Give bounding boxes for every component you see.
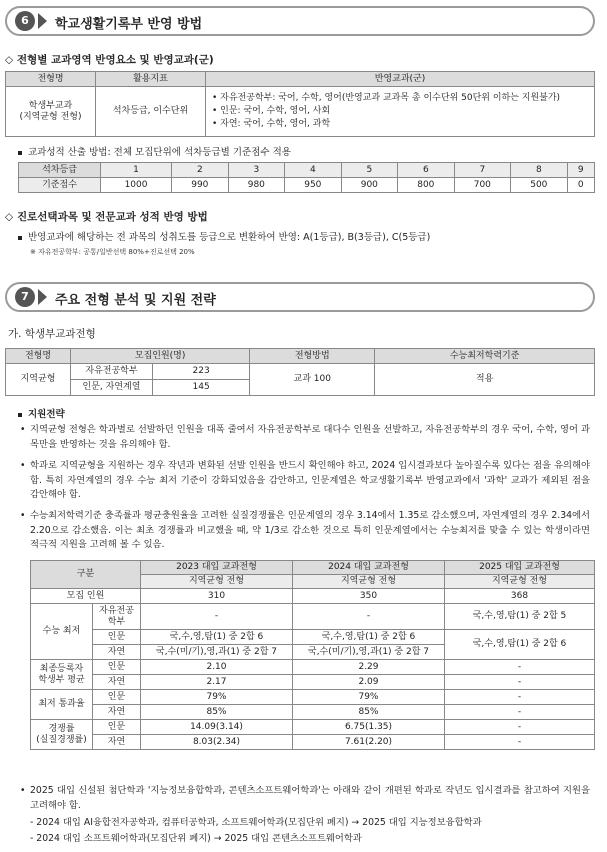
type-header: 지역균형 전형	[141, 575, 293, 589]
strategy-paragraph: • 지역균형 전형은 학과별로 선발하던 인원을 대폭 줄여서 자유전공학부로 대다수 인원을 선발하고, 자유전공학부의 경우 국어, 수학, 영어 과목만을 반영하는 것을 유의해야 함.	[20, 424, 590, 450]
section-number: 6	[15, 11, 35, 31]
table-cell: 7.61(2.20)	[293, 735, 445, 750]
square-bullet-icon	[18, 151, 22, 155]
table-cell: 310	[141, 589, 293, 604]
strategy-title: 지원전략	[18, 406, 65, 420]
sub-label: 자연	[93, 735, 141, 750]
table-cell: 6.75(1.35)	[293, 720, 445, 735]
row-label: 수능 최저	[31, 604, 93, 660]
footer-line: - 2024 대입 소프트웨어학과(모집단위 폐지) → 2025 대입 콘텐츠소프트웨어학과	[30, 833, 362, 844]
table-cell: 2.09	[293, 675, 445, 690]
table-cell: 85%	[141, 705, 293, 720]
section-title: 주요 전형 분석 및 지원 전략	[55, 293, 216, 308]
table-cell: -	[293, 604, 445, 630]
section-6-header	[5, 6, 595, 36]
table-cell: 석차등급, 이수단위	[96, 87, 206, 137]
career-method: 반영교과에 해당하는 전 과목의 성취도를 등급으로 변환하여 반영: A(1등급), B(3등급), C(5등급)	[18, 229, 430, 243]
row-header: 기준점수	[19, 178, 101, 193]
type-header: 지역균형 전형	[445, 575, 595, 589]
grade-cell: 8	[511, 163, 568, 178]
arrow-icon	[38, 289, 47, 305]
diamond-arrow-icon: ◇	[5, 211, 14, 223]
table-cell: 인문, 자연계열	[71, 380, 153, 396]
table-cell: 368	[445, 589, 595, 604]
sub-label: 인문	[93, 660, 141, 675]
table-cell: 85%	[293, 705, 445, 720]
sub-label: 자연	[93, 705, 141, 720]
score-cell: 990	[172, 178, 229, 193]
table-cell: 교과 100	[250, 364, 375, 396]
table-cell: 79%	[293, 690, 445, 705]
grade-cell: 1	[101, 163, 172, 178]
grade-method: 교과성적 산출 방법: 전체 모집단위에 석차등급별 기준점수 적용	[18, 144, 291, 158]
grade-cell: 5	[341, 163, 398, 178]
section-7-header	[5, 282, 595, 312]
arrow-icon	[38, 13, 47, 29]
grade-cell: 2	[172, 163, 229, 178]
table-cell: 8.03(2.34)	[141, 735, 293, 750]
header-cell: 구분	[31, 561, 141, 589]
table-cell: 국,수(미/기),영,과(1) 중 2합 7	[293, 645, 445, 660]
square-bullet-icon	[18, 236, 22, 240]
sub-label: 인문	[93, 630, 141, 645]
table-cell: -	[445, 720, 595, 735]
grade-cell: 7	[454, 163, 511, 178]
grade-cell: 6	[398, 163, 455, 178]
type-header: 지역균형 전형	[293, 575, 445, 589]
grade-cell: 9	[567, 163, 594, 178]
year-header: 2024 대입 교과전형	[293, 561, 445, 575]
footer-paragraph: • 2025 대입 신설된 첨단학과 '지능정보융합학과, 콘텐츠소프트웨어학과'는 아래와 같이 개편된 학과로 작년도 입시결과를 참고하여 지원을 고려해야 함.	[20, 785, 590, 811]
score-cell: 900	[341, 178, 398, 193]
score-cell: 950	[285, 178, 342, 193]
section-number: 7	[15, 287, 35, 307]
header-cell: 활용지표	[96, 72, 206, 87]
subheading-subjects: ◇ 전형별 교과영역 반영요소 및 반영교과(군)	[5, 54, 214, 66]
table-cell: 학생부교과 (지역균형 전형)	[6, 87, 96, 137]
header-cell: 전형명	[6, 349, 71, 364]
row-header: 석차등급	[19, 163, 101, 178]
grade-cell: 3	[228, 163, 285, 178]
row-label: 모집 인원	[31, 589, 141, 604]
subject-table	[5, 71, 595, 137]
table-cell: -	[445, 705, 595, 720]
score-cell: 800	[398, 178, 455, 193]
sub-label: 자유전공 학부	[93, 604, 141, 630]
table-cell: 2.29	[293, 660, 445, 675]
table-cell: -	[141, 604, 293, 630]
score-cell: 500	[511, 178, 568, 193]
sub-label: 자연	[93, 645, 141, 660]
sub-label: 인문	[93, 720, 141, 735]
header-cell: 전형명	[6, 72, 96, 87]
table-cell: 350	[293, 589, 445, 604]
header-cell: 반영교과(군)	[206, 72, 595, 87]
career-note: ※ 자유전공학부: 공통/일반선택 80%+진로선택 20%	[30, 248, 195, 256]
score-cell: 980	[228, 178, 285, 193]
footer-line: - 2024 대입 AI융합전자공학과, 컴퓨터공학과, 소프트웨어학과(모집단위 폐지) → 2025 대입 지능정보융합학과	[30, 817, 482, 828]
diamond-arrow-icon: ◇	[5, 54, 14, 66]
grade-cell: 4	[285, 163, 342, 178]
year-header: 2025 대입 교과전형	[445, 561, 595, 575]
table-cell: 자유전공학부	[71, 364, 153, 380]
subjects-cell: • 자유전공학부: 국어, 수학, 영어(반영교과 교과목 총 이수단위 50단위 이하는 지원불가) • 인문: 국어, 수학, 영어, 사회 • 자연: 국어, 수학, 영어, 과학	[206, 87, 595, 137]
grade-score-table	[18, 162, 595, 193]
table-cell: 223	[153, 364, 250, 380]
table-cell: 지역균형	[6, 364, 71, 396]
score-cell: 0	[567, 178, 594, 193]
score-cell: 700	[454, 178, 511, 193]
table-cell: 국,수(미/기),영,과(1) 중 2합 7	[141, 645, 293, 660]
square-bullet-icon	[18, 413, 22, 417]
header-cell: 수능최저학력기준	[375, 349, 595, 364]
subheading-career: ◇ 진로선택과목 및 전문교과 성적 반영 방법	[5, 211, 208, 223]
table-cell: 국,수,영,탐(1) 중 2합 6	[141, 630, 293, 645]
table-cell: 국,수,영,탐(1) 중 2합 5	[445, 604, 595, 630]
header-cell: 모집인원(명)	[71, 349, 250, 364]
table-cell: 79%	[141, 690, 293, 705]
section-title: 학교생활기록부 반영 방법	[55, 17, 203, 32]
table-cell: 국,수,영,탐(1) 중 2합 6	[293, 630, 445, 645]
row-label: 경쟁률 (실질경쟁률)	[31, 720, 93, 750]
table-cell: 145	[153, 380, 250, 396]
table-cell: -	[445, 675, 595, 690]
row-label: 최종등록자 학생부 평균	[31, 660, 93, 690]
table-cell: 2.10	[141, 660, 293, 675]
admission-table	[5, 348, 595, 396]
subheading-student-record: 가. 학생부교과전형	[8, 328, 96, 340]
year-header: 2023 대입 교과전형	[141, 561, 293, 575]
table-cell: 국,수,영,탐(1) 중 2합 6	[445, 630, 595, 660]
table-cell: -	[445, 735, 595, 750]
table-cell: -	[445, 690, 595, 705]
table-cell: 적용	[375, 364, 595, 396]
sub-label: 자연	[93, 675, 141, 690]
table-cell: 14.09(3.14)	[141, 720, 293, 735]
header-cell: 전형방법	[250, 349, 375, 364]
table-cell: -	[445, 660, 595, 675]
row-label: 최저 통과율	[31, 690, 93, 720]
sub-label: 인문	[93, 690, 141, 705]
score-cell: 1000	[101, 178, 172, 193]
strategy-paragraph: • 수능최저학력기준 충족률과 평균충원율을 고려한 실질경쟁률은 인문계열의 경우 3.14에서 1.35로 감소했으며, 자연계열의 경우 2.34에서 2.20으로 감소했음. 이는 최초 경쟁률과 비교했을 때, 약 1/3로 감소한 것으로 특히 인문계열에서는 수능최저를 맞출 수 있는 학생이라면 적극적 지원을 고려해 볼 수 있음.	[20, 510, 590, 550]
table-cell: 2.17	[141, 675, 293, 690]
strategy-paragraph: • 학과로 지역균형을 지원하는 경우 작년과 변화된 선발 인원을 반드시 확인해야 하고, 2024 입시결과보다 높아질수록 있다는 점을 유의해야 함. 특히 자연계열의 경우 수능 최저 기준이 강화되었음을 감안하고, 인문계열은 학교생활기록부 반영교과에서 '과학' 교과가 제외된 점을 감안해야 함.	[20, 460, 590, 500]
results-table	[30, 560, 595, 750]
